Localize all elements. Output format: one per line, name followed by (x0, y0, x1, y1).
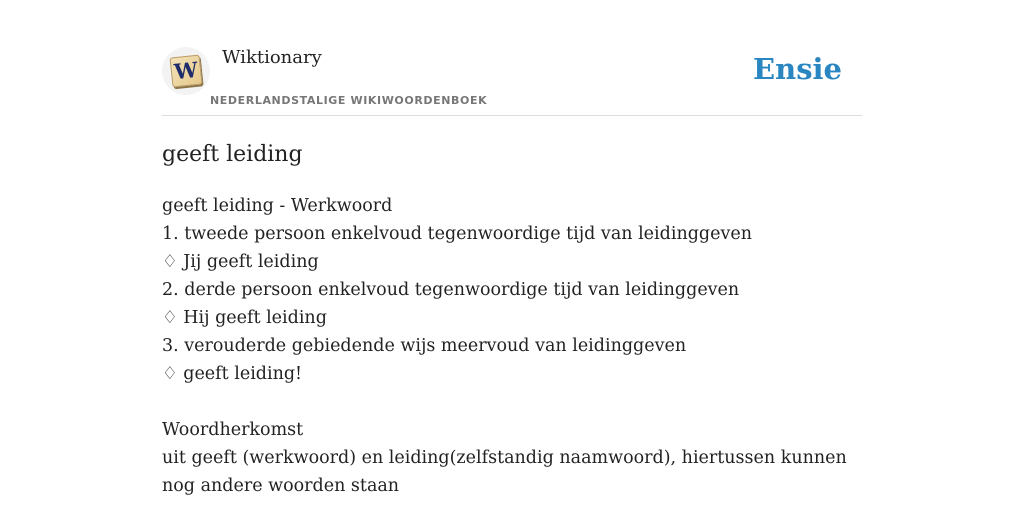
site-tagline: NEDERLANDSTALIGE WIKIWOORDENBOEK (210, 94, 488, 107)
site-logo[interactable] (162, 47, 210, 95)
section-spacer (162, 388, 862, 416)
wiktionary-logo-icon: W (170, 55, 203, 88)
ensie-brand-link[interactable]: Ensie (753, 52, 842, 86)
example-1: ♢ Jij geeft leiding (162, 252, 319, 272)
page-title: geeft leiding (162, 142, 303, 167)
etymology-heading: Woordherkomst (162, 420, 304, 440)
entry-heading: geeft leiding - Werkwoord (162, 196, 393, 216)
page-container (162, 0, 862, 512)
definition-2: 2. derde persoon enkelvoud tegenwoordige tijd van leidinggeven (162, 280, 740, 300)
definition-content (162, 192, 862, 500)
example-2: ♢ Hij geeft leiding (162, 308, 327, 328)
site-name[interactable]: Wiktionary (222, 47, 322, 68)
example-3: ♢ geeft leiding! (162, 364, 303, 384)
definition-1: 1. tweede persoon enkelvoud tegenwoordige tijd van leidinggeven (162, 224, 752, 244)
header-divider (162, 115, 862, 116)
etymology-text: uit geeft (werkwoord) en leiding(zelfstandig naamwoord), hiertussen kunnen nog andere woorden staan (162, 448, 847, 496)
definition-3: 3. verouderde gebiedende wijs meervoud van leidinggeven (162, 336, 687, 356)
